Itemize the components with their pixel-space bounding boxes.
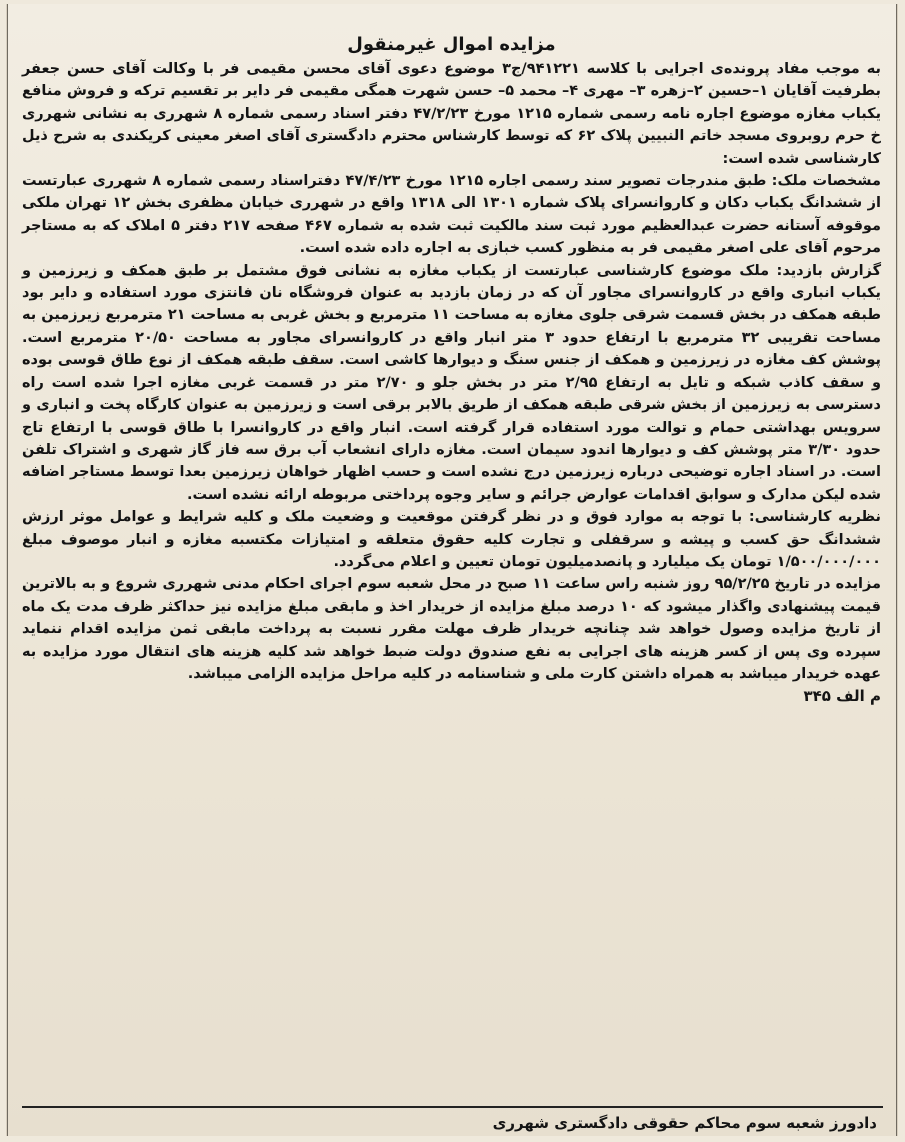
reference-code: م الف ۳۴۵ [803, 687, 881, 706]
left-edge-line [7, 4, 8, 1136]
notice-title: مزایده اموال غیرمنقول [347, 34, 556, 55]
notice-body [22, 34, 881, 707]
footer-divider [22, 1106, 883, 1108]
auction-terms-paragraph: مزایده در تاریخ ۹۵/۲/۲۵ روز شنبه راس ساعت ۱۱ صبح در محل شعبه سوم اجرای احکام مدنی شهرری شروع و به بالاترین قیمت پیشنهادی واگذار میشود که ۱۰ درصد مبلغ مزایده از خریدار اخذ و مابقی مبلغ مزایده نیز حداکثر ظرف مدت یک ماه از تاریخ مزایده وصول خواهد شد چنانچه خریدار ظرف مهلت مقرر نسبت به پرداخت مابقی ثمن مزایده اقدام ننماید سپرده وی پس از کسر هزینه های اجرایی به نفع صندوق دولت ضبط خواهد شد کلیه هزینه های انتقال مورد مزایده به عهده خریدار میباشد به همراه داشتن کارت ملی و شناسنامه در کلیه مراحل مزایده الزامی میباشد. [22, 576, 881, 682]
expert-opinion-paragraph: نظریه کارشناسی: با توجه به موارد فوق و در نظر گرفتن موقعیت و وضعیت ملک و کلیه شرایط و عوامل موثر ارزش ششدانگ حق کسب و پیشه و سرقفلی و تجارت کلیه حقوق متعلقه و امتیازات مکتسبه مغازه و انبار موصوف مبلغ ۱/۵۰۰/۰۰۰/۰۰۰ تومان یک میلیارد و پانصدمیلیون تومان تعیین و اعلام می‌گردد. [22, 509, 881, 570]
inspection-report-paragraph: گزارش بازدید: ملک موضوع کارشناسی عبارتست از یکباب مغازه به نشانی فوق مشتمل بر طبق همکف و زیرزمین و یکباب انباری واقع در کاروانسرای مجاور آن که در زمان بازدید به عنوان فروشگاه نان فانتزی مورد استفاده و دایر بود طبقه همکف در بخش قسمت شرقی جلوی مغازه به مساحت ۱۱ مترمربع و بخش غربی به مساحت ۲۱ مترمربع زیرزمین به مساحت تقریبی ۳۲ مترمربع با ارتفاع حدود ۳ متر انبار واقع در کاروانسرای مجاور به مساحت ۲۰/۵۰ مترمربع است. پوشش کف مغازه در زیرزمین و همکف از جنس سنگ و دیوارها کاشی است. سقف طبقه همکف از نوع طاق قوسی بوده و سقف کاذب شبکه و تایل به ارتفاع ۲/۹۵ متر در بخش جلو و ۲/۷۰ متر در قسمت غربی مغازه اجرا شده است راه دسترسی به زیرزمین از بخش شرقی طبقه همکف از طریق بالابر برقی است و زیرزمین به عنوان کارگاه پخت و انباری و سرویس بهداشتی حمام و توالت مورد استفاده قرار گرفته است. انبار واقع در کاروانسرا با طاق قوسی با ارتفاع تاج حدود ۳/۳۰ متر پوشش کف و دیوارها اندود سیمان است. مغازه دارای انشعاب آب برق سه فاز گاز شهری و اشتراک تلفن است. در اسناد اجاره توضیحی درباره زیرزمین درج نشده است و حسب اظهار خواهان زیرزمین بعدا توسط مستاجر اضافه شده لیکن مدارک و سوابق اقدامات عوارض جرائم و سایر وجوه پرداختی مربوطه ارائه نشده است. [22, 262, 882, 503]
property-specs-paragraph: مشخصات ملک: طبق مندرجات تصویر سند رسمی اجاره ۱۲۱۵ مورخ ۴۷/۴/۲۳ دفتراسناد رسمی شماره ۸ شهرری عبارتست از ششدانگ یکباب دکان و کاروانسرای پلاک شماره ۱۳۰۱ الی ۱۳۱۸ واقع در شهرری خیابان مظفری بخش ۱۲ تهران ملکی موقوفه آستانه حضرت عبدالعظیم مورد ثبت سند مالکیت ثبت شده به شماره ۴۶۷ صفحه ۲۱۷ دفتر ۵ املاک که به مستاجر مرحوم آقای علی اصغر مقیمی فر به منظور کسب خبازی به اجاره داده شده است. [22, 173, 882, 257]
intro-paragraph: به موجب مفاد پرونده‌ی اجرایی با کلاسه ۹۴۱۲۲۱/ج۳ موضوع دعوی آقای محسن مقیمی فر با وکالت آقای حسن جعفر بطرفیت آقایان ۱–حسین ۲–زهره ۳– مهری ۴– محمد ۵– حسن شهرت همگی مقیمی فر دایر بر تقسیم ترکه و فروش منافع یکباب مغازه موضوع اجاره نامه رسمی شماره ۱۲۱۵ مورخ ۴۷/۲/۲۳ دفتر اسناد رسمی شماره ۸ شهرری به نشانی شهرری خ حرم روبروی مسجد خاتم النبیین پلاک ۶۲ که توسط کارشناس محترم دادگستری آقای اصغر معینی کریکندی به شرح ذیل کارشناسی شده است: [22, 61, 882, 167]
right-edge-line [896, 4, 897, 1136]
signature-line: دادورز شعبه سوم محاکم حقوقی دادگستری شهرری [492, 1114, 877, 1132]
